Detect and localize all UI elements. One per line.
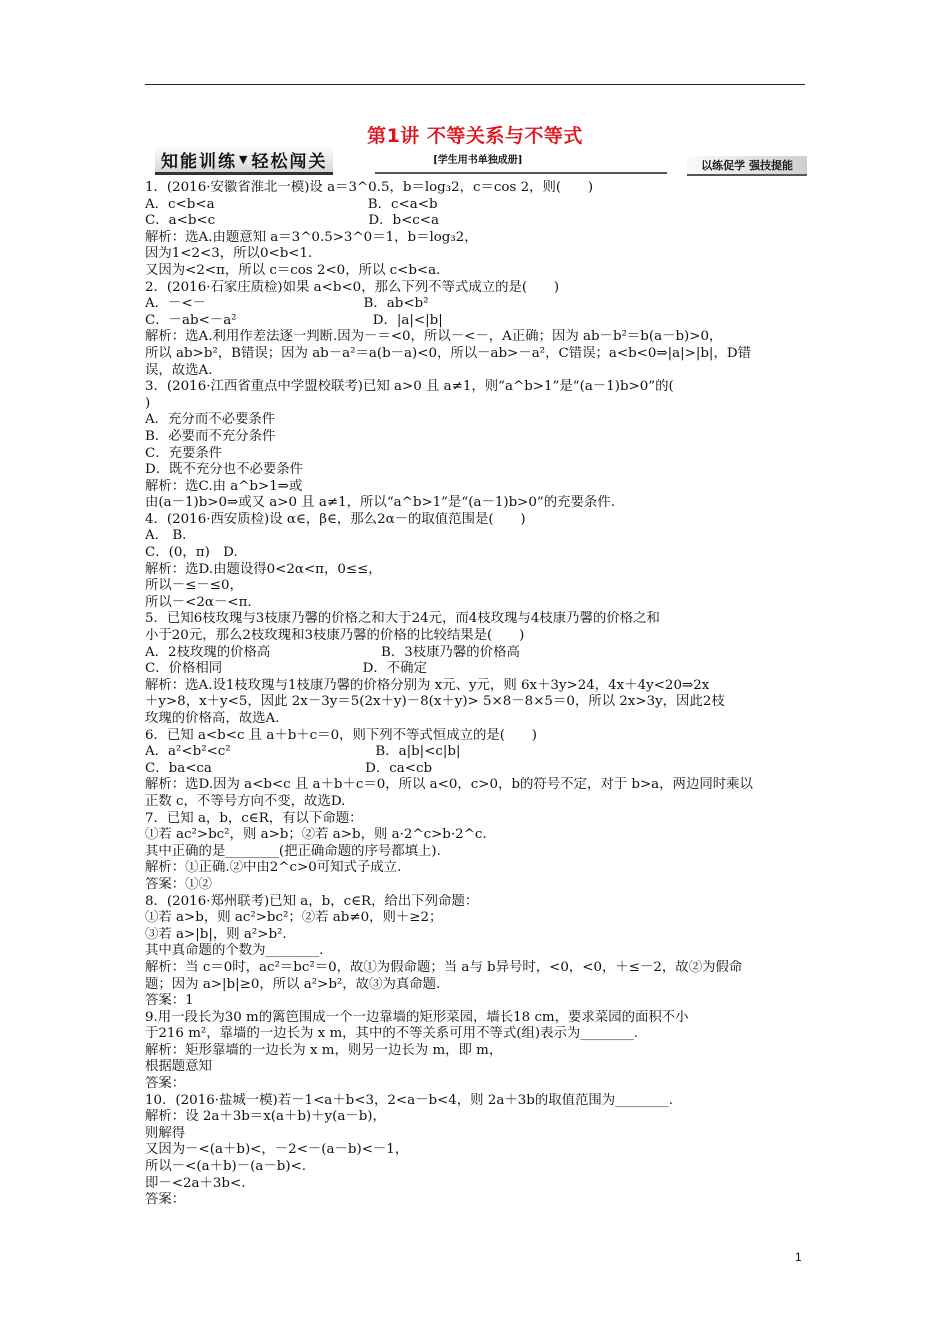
text-line: 解析：矩形靠墙的一边长为 x m，则另一边长为 m，即 m， — [145, 1042, 503, 1058]
text-line: 解析：选A.利用作差法逐一判断.因为－＝<0，所以－<－，A正确；因为 ab－b²＝b(a－b)>0， — [145, 329, 723, 345]
text-line: 8．(2016·郑州联考)已知 a，b，c∈R，给出下列命题： — [145, 893, 479, 909]
text-line: 即－<2a＋3b<. — [145, 1175, 246, 1191]
text-line: 答案： — [145, 1076, 186, 1092]
banner-slogan: 以练促学 强技提能 — [687, 156, 807, 176]
text-line: C．充要条件 — [145, 445, 223, 461]
text-line: C．(0，π) D. — [145, 545, 238, 561]
text-line: 所以 ab>b²，B错误；因为 ab－a²＝a(b－a)<0，所以－ab>－a²，C错误；a<b<0⇒|a|>|b|，D错 — [145, 345, 751, 361]
text-line: 答案：①② — [145, 876, 212, 892]
text-line: 3．(2016·江西省重点中学盟校联考)已知 a>0 且 a≠1，则“a^b>1”是“(a－1)b>0”的( — [145, 379, 674, 395]
header-rule — [145, 84, 805, 85]
text-line: 题；因为 a>|b|≥0，所以 a²>b²，故③为真命题. — [145, 976, 441, 992]
banner-note: [学生用书单独成册] — [433, 155, 523, 166]
text-line: 答案：1 — [145, 993, 194, 1009]
text-line: 解析：选A.设1枝玫瑰与1枝康乃馨的价格分别为 x元、y元，则 6x＋3y>24，4x＋4y<20⇒2x — [145, 677, 710, 693]
text-line: C．价格相同 D．不确定 — [145, 661, 427, 677]
text-line: 4．(2016·西安质检)设 α∈，β∈，那么2α－的取值范围是( ) — [145, 511, 526, 527]
section-banner — [145, 146, 807, 174]
text-line: ①若 a>b，则 ac²>bc²；②若 ab≠0，则＋≥2； — [145, 910, 443, 926]
text-line: 小于20元，那么2枝玫瑰和3枝康乃馨的价格的比较结果是( ) — [145, 628, 525, 644]
text-line: 误，故选A. — [145, 362, 213, 378]
text-line: A．2枝玫瑰的价格高 B．3枝康乃馨的价格高 — [145, 644, 520, 660]
text-line: ) — [145, 395, 151, 411]
text-line: A．a²<b²<c² B．a|b|<c|b| — [145, 744, 461, 760]
text-line: 解析：选D.由题设得0<2α<π，0≤≤， — [145, 561, 382, 577]
page-title: 第1讲 不等关系与不等式 — [367, 125, 583, 147]
banner-label-1: 知能训练 — [161, 151, 237, 172]
text-line: 答案： — [145, 1192, 186, 1208]
text-line: 解析：设 2a＋3b＝x(a＋b)＋y(a－b)， — [145, 1109, 386, 1125]
text-line: 解析：选D.因为 a<b<c 且 a＋b＋c＝0，所以 a<0，c>0，b的符号不定，对于 b>a，两边同时乘以 — [145, 777, 753, 793]
text-line: C．－ab<－a² D．|a|<|b| — [145, 312, 443, 328]
text-line: 所以－<(a＋b)－(a－b)<. — [145, 1159, 307, 1175]
text-line: 7．已知 a，b，c∈R，有以下命题： — [145, 810, 363, 826]
text-line: C．a<b<c D．b<c<a — [145, 213, 439, 229]
text-line: 9.用一段长为30 m的篱笆围成一个一边靠墙的矩形菜园，墙长18 cm，要求菜园的面积不小 — [145, 1009, 689, 1025]
text-line: 根据题意知 — [145, 1059, 212, 1075]
text-line: ③若 a>|b|，则 a²>b². — [145, 926, 287, 942]
exercise-body — [145, 180, 807, 1209]
text-line: 正数 c，不等号方向不变，故选D. — [145, 793, 346, 809]
text-line: 又因为－<(a＋b)<，－2<－(a－b)<－1， — [145, 1142, 409, 1158]
text-line: 解析：①正确.②中由2^c>0可知式子成立. — [145, 860, 402, 876]
text-line: A．充分而不必要条件 — [145, 412, 276, 428]
page-number: 1 — [795, 1250, 802, 1264]
text-line: 5．已知6枝玫瑰与3枝康乃馨的价格之和大于24元，而4枝玫瑰与4枝康乃馨的价格之和 — [145, 611, 660, 627]
text-line: 解析：选C.由 a^b>1⇒或 — [145, 478, 303, 494]
text-line: 因为1<2<3，所以0<b<1. — [145, 246, 313, 262]
text-line: 其中真命题的个数为________. — [145, 943, 324, 959]
text-line: A. B. — [145, 528, 187, 544]
text-line: 其中正确的是________(把正确命题的序号都填上). — [145, 843, 441, 859]
text-line: 解析：当 c＝0时，ac²＝bc²＝0，故①为假命题；当 a与 b异号时，<0，<0，＋≤－2，故②为假命 — [145, 959, 743, 975]
text-line: C．ba<ca D．ca<cb — [145, 760, 433, 776]
text-line: 于216 m²，靠墙的一边长为 x m，其中的不等关系可用不等式(组)表示为________. — [145, 1026, 639, 1042]
text-line: ①若 ac²>bc²，则 a>b；②若 a>b，则 a·2^c>b·2^c. — [145, 827, 487, 843]
text-line: A．c<b<a B．c<a<b — [145, 196, 438, 212]
text-line: 由(a－1)b>0⇒或又 a>0 且 a≠1，所以“a^b>1”是“(a－1)b>0”的充要条件. — [145, 495, 615, 511]
triangle-down-icon: ▼ — [239, 152, 250, 166]
text-line: 又因为<2<π，所以 c＝cos 2<0，所以 c<b<a. — [145, 262, 441, 278]
text-line: D．既不充分也不必要条件 — [145, 462, 304, 478]
text-line: 1．(2016·安徽省淮北一模)设 a＝3^0.5，b＝log₃2，c＝cos 2，则( ) — [145, 180, 594, 195]
text-line: B．必要而不充分条件 — [145, 428, 276, 444]
text-line: ＋y>8，x＋y<5，因此 2x－3y＝5(2x＋y)－8(x＋y)> 5×8－8×5＝0，所以 2x>3y，因此2枝 — [145, 694, 725, 710]
text-line: 10．(2016·盐城一模)若－1<a＋b<3，2<a－b<4，则 2a＋3b的取值范围为________. — [145, 1092, 673, 1108]
text-line: 所以－<2α－<π. — [145, 594, 252, 610]
text-line: 玫瑰的价格高，故选A. — [145, 711, 280, 726]
banner-divider — [375, 172, 667, 174]
text-line: 2．(2016·石家庄质检)如果 a<b<0，那么下列不等式成立的是( ) — [145, 279, 560, 295]
text-line: 所以－≤－≤0， — [145, 578, 243, 594]
banner-left — [155, 146, 333, 175]
text-line: A．－<－ B．ab<b² — [145, 296, 429, 312]
text-line: 则解得 — [145, 1125, 186, 1141]
text-line: 解析：选A.由题意知 a＝3^0.5>3^0＝1，b＝log₃2， — [145, 229, 478, 245]
text-line: 6．已知 a<b<c 且 a＋b＋c＝0，则下列不等式恒成立的是( ) — [145, 727, 538, 743]
banner-label-2: 轻松闯关 — [251, 151, 328, 172]
